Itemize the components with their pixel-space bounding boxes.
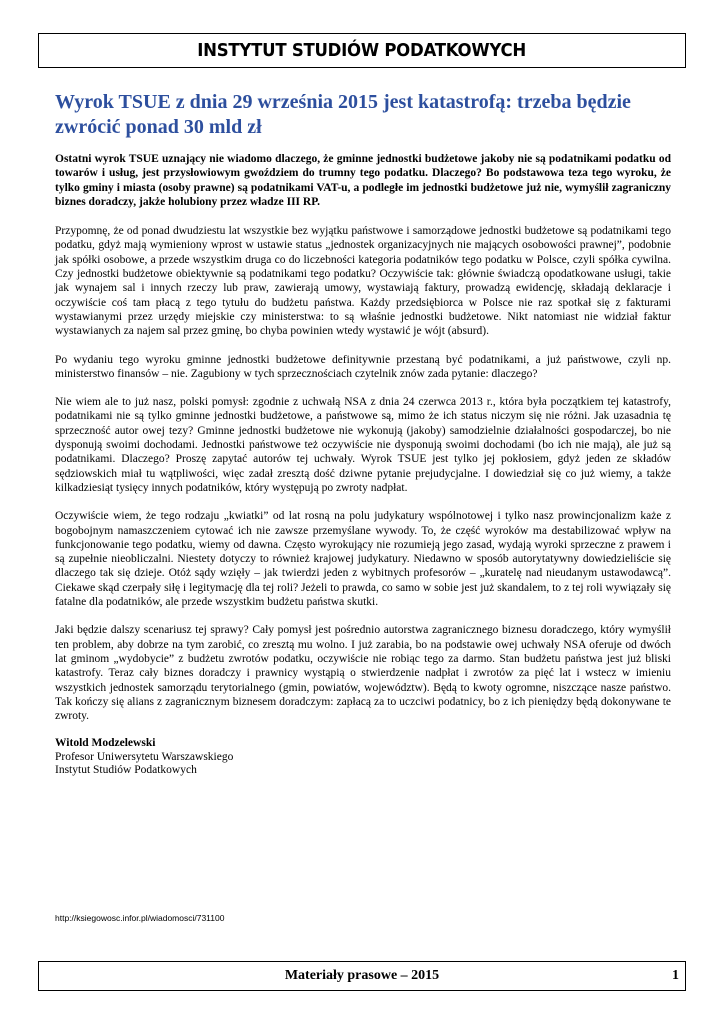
footer-label: Materiały prasowe – 2015 [284, 968, 440, 983]
article-paragraph: Jaki będzie dalszy scenariusz tej sprawy? Cały pomysł jest pośrednio autorstwa zagranicznego biznesu doradczego, który wymyślił ten problem, aby dobrze na tym zarobić, co zresztą mu wolno. I już zarabia, bo na podstawie owej uchwały NSA oferuje od dwóch lat gminom „wydobycie” z budżetu zwrotów podatku, oczywiście nie robiąc tego za darmo. Stan budżetu państwa jest już bliski katastrofy. Teraz cały biznes doradczy i prawnicy wystąpią o stwierdzenie nadpłat i zwrotów za pięć lat i wstecz w imieniu wszystkich jednostek samorządu terytorialnego (gmin, powiatów, województw). Będą to kwoty ogromne, niszczące nasze państwo. Tak kończy się alians z zagranicznym biznesem doradczym: zapłacą za to uczciwi podatnicy, bo z ich pieniędzy będą dokonywane te zwroty. [55, 624, 671, 723]
signature [55, 737, 671, 778]
article-title: Wyrok TSUE z dnia 29 września 2015 jest katastrofą: trzeba będzie zwrócić ponad 30 mld zł [55, 91, 631, 138]
institute-title: INSTYTUT STUDIÓW PODATKOWYCH [197, 40, 527, 61]
article-lead: Ostatni wyrok TSUE uznający nie wiadomo dlaczego, że gminne jednostki budżetowe jakoby nie są podatnikami podatku od towarów i usług, jest przysłowiowym gwoździem do trumny tego podatku. Dlaczego? Bo podstawowa teza tego wyroku, że tylko gminy i miasta (osoby prawne) są podatnikami VAT-u, a podległe im jednostki budżetowe już nie, wymyślił zagraniczny biznes doradczy, jakże holubiony przez władze III RP. [55, 153, 671, 208]
author-role: Profesor Uniwersytetu Warszawskiego [55, 750, 234, 763]
source-url: http://ksiegowosc.infor.pl/wiadomosci/731100 [55, 913, 225, 923]
footer-box [38, 961, 686, 991]
author-institution: Instytut Studiów Podatkowych [55, 764, 197, 777]
article-paragraph: Oczywiście wiem, że tego rodzaju „kwiatki” od lat rosną na polu judykatury wspólnotowej i tylko nasz prowincjonalizm każe z bogobojnym namaszczeniem cytować ich nie zawsze przemyślane wywody. To, że część wyroków ma destabilizować wpływ na funkcjonowanie tego podatku, wiemy od dawna. Często wyrokujący nie rozumieją jego zasad, wydają wyroki sprzeczne z prawem i są zupełnie nieobliczalni. Niestety dotyczy to również krajowej judykatury. Niedawno w sposób autorytatywny dowiedzieliście się dlaczego tak się dzieje. Otóż sądy wzięły – jak twierdzi jeden z wybitnych profesorów – „kuratelę nad nieudanym ustawodawcą”. Ciekawe skąd czerpały siłę i legitymację dla tej roli? Jeżeli to prawda, co samo w sobie jest już skandalem, to z tej roli wywiązały się fatalne dla podatników, ale przede wszystkim budżetu państwa skutki. [55, 510, 671, 609]
author-name: Witold Modzelewski [55, 737, 156, 750]
article-paragraph: Nie wiem ale to już nasz, polski pomysł: zgodnie z uchwałą NSA z dnia 24 czerwca 2013 r., która była początkiem tej katastrofy, podatnikami nie są tylko gminne jednostki budżetowe, a państwowe są, mimo że ich status niczym się nie różni. Jak uzasadnia tę sprzeczność autor owej tezy? Gminne jednostki budżetowe nie wykonują (jakoby) samodzielnie działalności gospodarczej, bo nie dysponują swoimi dochodami. Jednostki państwowe też oczywiście nie dysponują swoimi dochodami (bo ich nie mają), ale już są podatnikami. Dlaczego? Proszę zapytać autorów tej uchwały. Wyrok TSUE jest tylko jej pokłosiem, gdyż jeden ze składów sędziowskich miał tu wątpliwości, więc zadał zresztą dość dziwne pytanie prejudycjalne. I dowiedział się co już wiemy, a także kilkadziesiąt tysięcy innych podatników, który występują po zwroty nadpłat. [55, 396, 671, 494]
page-number: 1 [672, 968, 679, 983]
article-paragraph: Po wydaniu tego wyroku gminne jednostki budżetowe definitywnie przestaną być podatnikami, a już państwowe, czyli np. ministerstwo finansów – nie. Zagubiony w tych sprzecznościach czytelnik znów zada pytanie: dlaczego? [55, 353, 671, 380]
article-paragraph: Przypomnę, że od ponad dwudziestu lat wszystkie bez wyjątku państwowe i samorządowe jednostki budżetowe są podatnikami tego podatku, gdyż mają wymieniony wprost w ustawie status „jednostek organizacyjnych nie mających osobowości prawnej”, podobnie jak spółki osobowe, a przede wszystkim druga co do liczebności kategoria podatników tego podatku w Polsce, czyli spółka cywilna. Czy jednostki budżetowe obiektywnie są podatnikami tego podatku? Oczywiście tak: głównie świadczą opodatkowane usługi, takie jak wynajem sal i innych rzeczy lub praw, zawierają umowy, wystawiają faktury, prowadzą ewidencję, składają deklaracje i oczywiście coś tam płacą z tego tytułu do budżetu państwa. Każdy przedsiębiorca w Polsce nie raz spotkał się z fakturami wystawianymi przez urzędy miejskie czy ministerstwa: to są właśnie jednostki budżetowe. Nikt natomiast nie widział faktur wystawianych za najem sal przez gminę, bo chyba powinien wtedy wystawić je wójt (absurd). [55, 225, 671, 338]
article-body [55, 152, 671, 778]
header-box [38, 33, 686, 68]
